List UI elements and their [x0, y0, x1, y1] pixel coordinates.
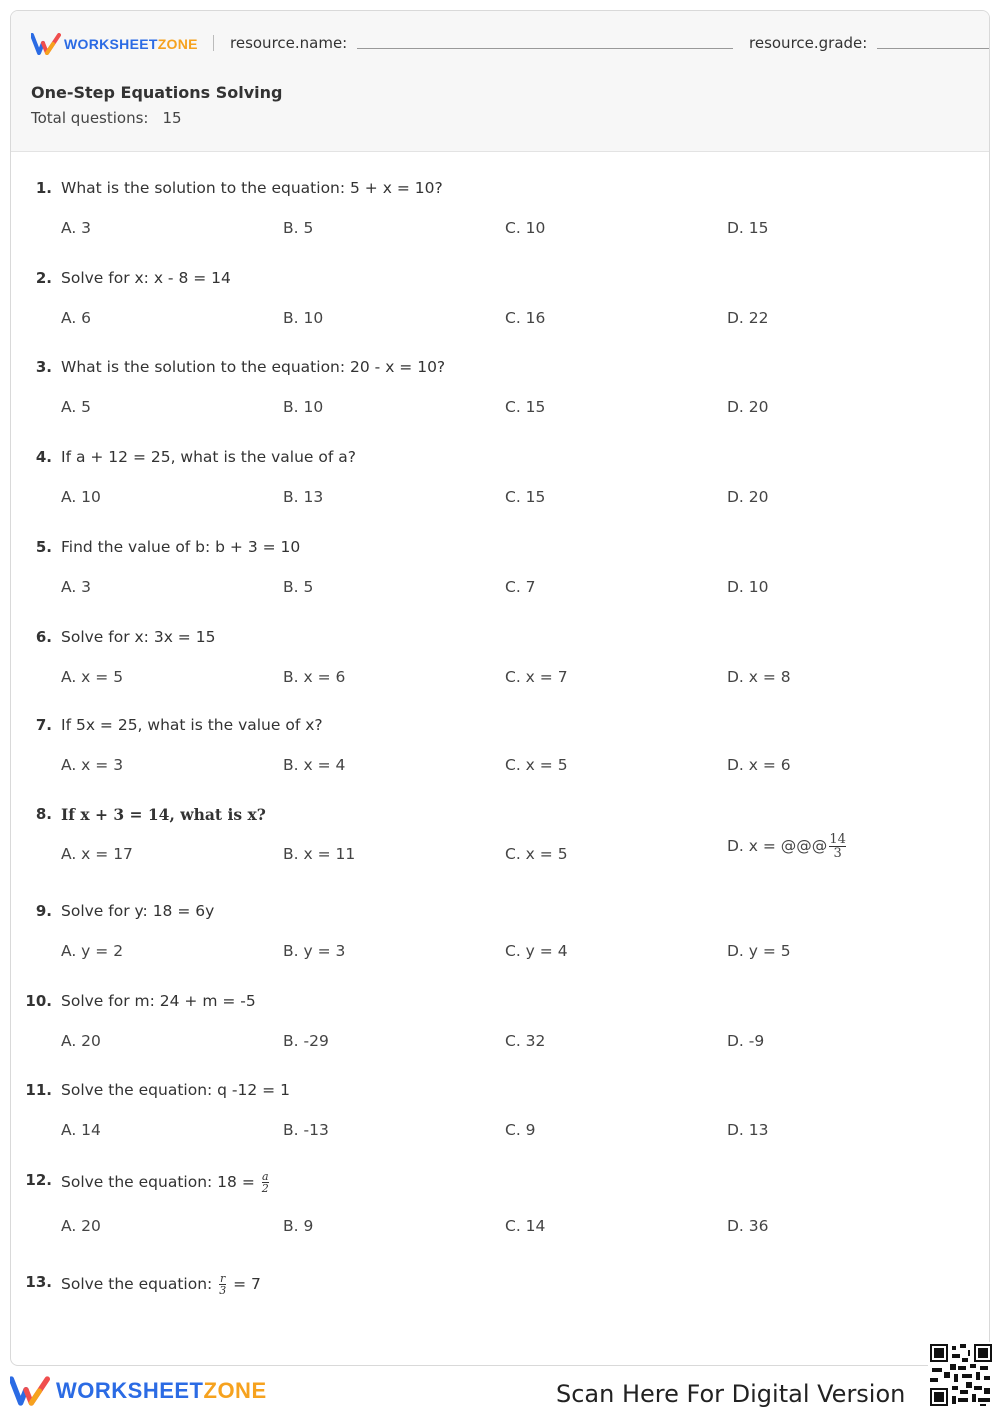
answer-option-label: D. x = @@@: [727, 837, 828, 855]
answer-option-c[interactable]: [505, 668, 568, 686]
answer-option-b[interactable]: [283, 1121, 329, 1139]
question-number: 10.: [25, 992, 52, 1010]
answer-option-a[interactable]: [61, 309, 91, 327]
answer-option-label: C. 32: [505, 1032, 546, 1050]
answer-option-d[interactable]: [727, 219, 769, 237]
answer-option-d[interactable]: [727, 488, 769, 506]
answer-option-c[interactable]: [505, 219, 545, 237]
answer-option-b[interactable]: [283, 398, 323, 416]
question-text: [61, 902, 214, 920]
answer-option-label: B. x = 6: [283, 668, 346, 686]
question-number: 11.: [25, 1081, 52, 1099]
question-text: [61, 179, 443, 197]
question-text-main: Solve the equation: q -12 = 1: [61, 1081, 290, 1099]
footer-brand-zone: ZONE: [203, 1378, 267, 1403]
answer-option-label: A. x = 3: [61, 756, 124, 774]
answer-option-c[interactable]: [505, 756, 568, 774]
question-text: [61, 716, 323, 734]
brand-word-zone: ZONE: [157, 36, 198, 52]
answer-option-c[interactable]: [505, 1121, 536, 1139]
answer-option-label: B. x = 11: [283, 845, 356, 863]
answer-option-a[interactable]: [61, 1217, 101, 1235]
answer-option-label: A. 3: [61, 219, 92, 237]
answer-option-a[interactable]: [61, 1032, 101, 1050]
answer-option-a[interactable]: [61, 845, 133, 863]
question-number: 2.: [35, 269, 52, 287]
question-text-main: If x + 3 = 14, what is x?: [61, 805, 266, 824]
fraction-denominator: 2: [261, 1182, 269, 1195]
answer-option-label: C. 15: [505, 488, 546, 506]
answer-option-c[interactable]: [505, 1217, 545, 1235]
resource-name-line: [357, 48, 733, 49]
question-text: [61, 538, 300, 556]
answer-option-b[interactable]: [283, 578, 313, 596]
answer-option-b[interactable]: [283, 668, 345, 686]
question-text: [61, 1081, 290, 1099]
fraction-numerator: r: [220, 1272, 226, 1285]
question-fraction: [219, 1273, 226, 1296]
answer-option-c[interactable]: [505, 578, 536, 596]
question-text-main: What is the solution to the equation: 20 - x = 10?: [61, 358, 446, 376]
answer-option-b[interactable]: [283, 845, 355, 863]
question-text-main: Solve for y: 18 = 6y: [61, 902, 215, 920]
question-number: 8.: [35, 805, 52, 823]
fraction-denominator: 3: [219, 1284, 227, 1297]
answer-option-label: D. y = 5: [727, 942, 791, 960]
answer-option-label: A. 20: [61, 1217, 101, 1235]
worksheet-page: [10, 10, 990, 1366]
answer-option-label: B. x = 4: [283, 756, 346, 774]
worksheet-title: One-Step Equations Solving: [31, 83, 283, 102]
question-text-main: Find the value of b: b + 3 = 10: [61, 538, 301, 556]
answer-option-label: A. 6: [61, 309, 92, 327]
question-text-main: If 5x = 25, what is the value of x?: [61, 716, 323, 734]
answer-option-label: C. 16: [505, 309, 546, 327]
answer-option-label: A. 10: [61, 488, 101, 506]
question-number: 4.: [35, 448, 52, 466]
answer-option-label: C. x = 5: [505, 845, 568, 863]
footer-logo: [10, 1376, 267, 1406]
answer-option-a[interactable]: [61, 578, 91, 596]
question-text-main: Solve for m: 24 + m = -5: [61, 992, 256, 1010]
answer-option-label: C. x = 5: [505, 756, 568, 774]
fraction-numerator: a: [261, 1170, 269, 1183]
resource-grade-line: [877, 48, 989, 49]
answer-option-label: D. x = 6: [727, 756, 791, 774]
question-text: [61, 1171, 271, 1194]
answer-option-label: D. 15: [727, 219, 769, 237]
answer-option-label: A. 20: [61, 1032, 101, 1050]
question-text: [61, 992, 256, 1010]
question-number: 9.: [35, 902, 52, 920]
answer-option-label: B. -13: [283, 1121, 329, 1139]
answer-option-b[interactable]: [283, 1032, 329, 1050]
question-number: 3.: [35, 358, 52, 376]
total-questions-label: Total questions:: [31, 109, 149, 127]
answer-option-c[interactable]: [505, 398, 545, 416]
answer-option-label: C. y = 4: [505, 942, 568, 960]
question-number: 6.: [35, 628, 52, 646]
answer-option-label: A. x = 5: [61, 668, 124, 686]
answer-option-label: C. x = 7: [505, 668, 568, 686]
answer-option-a[interactable]: [61, 756, 123, 774]
answer-option-a[interactable]: [61, 942, 123, 960]
answer-option-a[interactable]: [61, 1121, 101, 1139]
question-text-main: Solve for x: x - 8 = 14: [61, 269, 231, 287]
answer-option-b[interactable]: [283, 756, 345, 774]
question-text: [61, 1273, 261, 1296]
question-number: 1.: [35, 179, 52, 197]
answer-option-label: B. 5: [283, 578, 314, 596]
answer-option-label: D. 22: [727, 309, 769, 327]
option-fraction: [829, 833, 846, 860]
answer-option-label: D. 13: [727, 1121, 769, 1139]
resource-name-label: resource.name:: [230, 34, 348, 52]
question-number: 7.: [35, 716, 52, 734]
fraction-numerator: 14: [829, 832, 846, 847]
answer-option-d[interactable]: [727, 668, 791, 686]
answer-option-d[interactable]: [727, 1121, 769, 1139]
worksheetzone-logo-icon: [31, 33, 61, 55]
resource-grade-label: resource.grade:: [749, 34, 868, 52]
question-number: 13.: [25, 1273, 52, 1291]
question-text-main: If a + 12 = 25, what is the value of a?: [61, 448, 356, 466]
total-questions-value: 15: [162, 109, 182, 127]
question-text-main: Solve the equation: 18 =: [61, 1173, 255, 1191]
total-questions: [31, 109, 182, 127]
question-text-main: Solve the equation:: [61, 1275, 213, 1293]
question-text: [61, 448, 356, 466]
answer-option-label: B. 13: [283, 488, 324, 506]
footer-brand-worksheet: WORKSHEET: [56, 1378, 204, 1403]
answer-option-b[interactable]: [283, 1217, 313, 1235]
answer-option-label: A. x = 17: [61, 845, 133, 863]
answer-option-label: D. 10: [727, 578, 769, 596]
brand-word-worksheet: WORKSHEET: [64, 36, 158, 52]
answer-option-label: D. x = 8: [727, 668, 791, 686]
scan-text: Scan Here For Digital Version: [556, 1380, 906, 1408]
question-text-after: = 7: [233, 1275, 261, 1293]
question-fraction: [262, 1171, 269, 1194]
answer-option-label: D. 20: [727, 398, 769, 416]
header-divider: [213, 35, 214, 51]
answer-option-label: D. -9: [727, 1032, 765, 1050]
answer-option-c[interactable]: [505, 309, 545, 327]
answer-option-label: B. 10: [283, 309, 324, 327]
answer-option-label: C. 9: [505, 1121, 536, 1139]
answer-option-d[interactable]: [727, 942, 791, 960]
answer-option-label: D. 36: [727, 1217, 769, 1235]
answer-option-label: B. 9: [283, 1217, 314, 1235]
question-text-main: Solve for x: 3x = 15: [61, 628, 216, 646]
answer-option-b[interactable]: [283, 942, 345, 960]
answer-option-b[interactable]: [283, 219, 313, 237]
qr-code-icon[interactable]: [928, 1342, 994, 1408]
answer-option-label: B. 5: [283, 219, 314, 237]
answer-option-label: C. 15: [505, 398, 546, 416]
answer-option-b[interactable]: [283, 488, 323, 506]
question-text: [61, 358, 445, 376]
answer-option-d[interactable]: [727, 1032, 764, 1050]
answer-option-label: B. -29: [283, 1032, 329, 1050]
worksheetzone-logo-icon: [10, 1376, 50, 1406]
answer-option-label: C. 10: [505, 219, 546, 237]
question-number: 5.: [35, 538, 52, 556]
answer-option-label: A. y = 2: [61, 942, 124, 960]
answer-option-a[interactable]: [61, 488, 101, 506]
worksheet-header: [11, 11, 989, 152]
answer-option-label: A. 5: [61, 398, 92, 416]
answer-option-label: C. 14: [505, 1217, 546, 1235]
question-text: [61, 269, 231, 287]
answer-option-c[interactable]: [505, 1032, 545, 1050]
answer-option-d[interactable]: [727, 398, 769, 416]
answer-option-a[interactable]: [61, 668, 123, 686]
answer-option-a[interactable]: [61, 219, 91, 237]
answer-option-d[interactable]: [727, 309, 769, 327]
question-text: [61, 805, 266, 824]
answer-option-c[interactable]: [505, 845, 568, 863]
page-footer: [0, 1366, 1000, 1414]
question-number: 12.: [25, 1171, 52, 1189]
answer-option-a[interactable]: [61, 398, 91, 416]
question-text: [61, 628, 215, 646]
answer-option-d[interactable]: [727, 756, 791, 774]
answer-option-label: B. y = 3: [283, 942, 346, 960]
answer-option-label: A. 3: [61, 578, 92, 596]
brand-logo: [31, 33, 198, 55]
answer-option-d[interactable]: [727, 578, 769, 596]
fraction-denominator: 3: [833, 846, 842, 861]
answer-option-c[interactable]: [505, 942, 568, 960]
answer-option-label: D. 20: [727, 488, 769, 506]
answer-option-d[interactable]: [727, 1217, 769, 1235]
answer-option-b[interactable]: [283, 309, 323, 327]
answer-option-label: C. 7: [505, 578, 536, 596]
answer-option-label: A. 14: [61, 1121, 101, 1139]
answer-option-label: B. 10: [283, 398, 324, 416]
question-text-main: What is the solution to the equation: 5 + x = 10?: [61, 179, 443, 197]
answer-option-d[interactable]: [727, 833, 848, 860]
answer-option-c[interactable]: [505, 488, 545, 506]
